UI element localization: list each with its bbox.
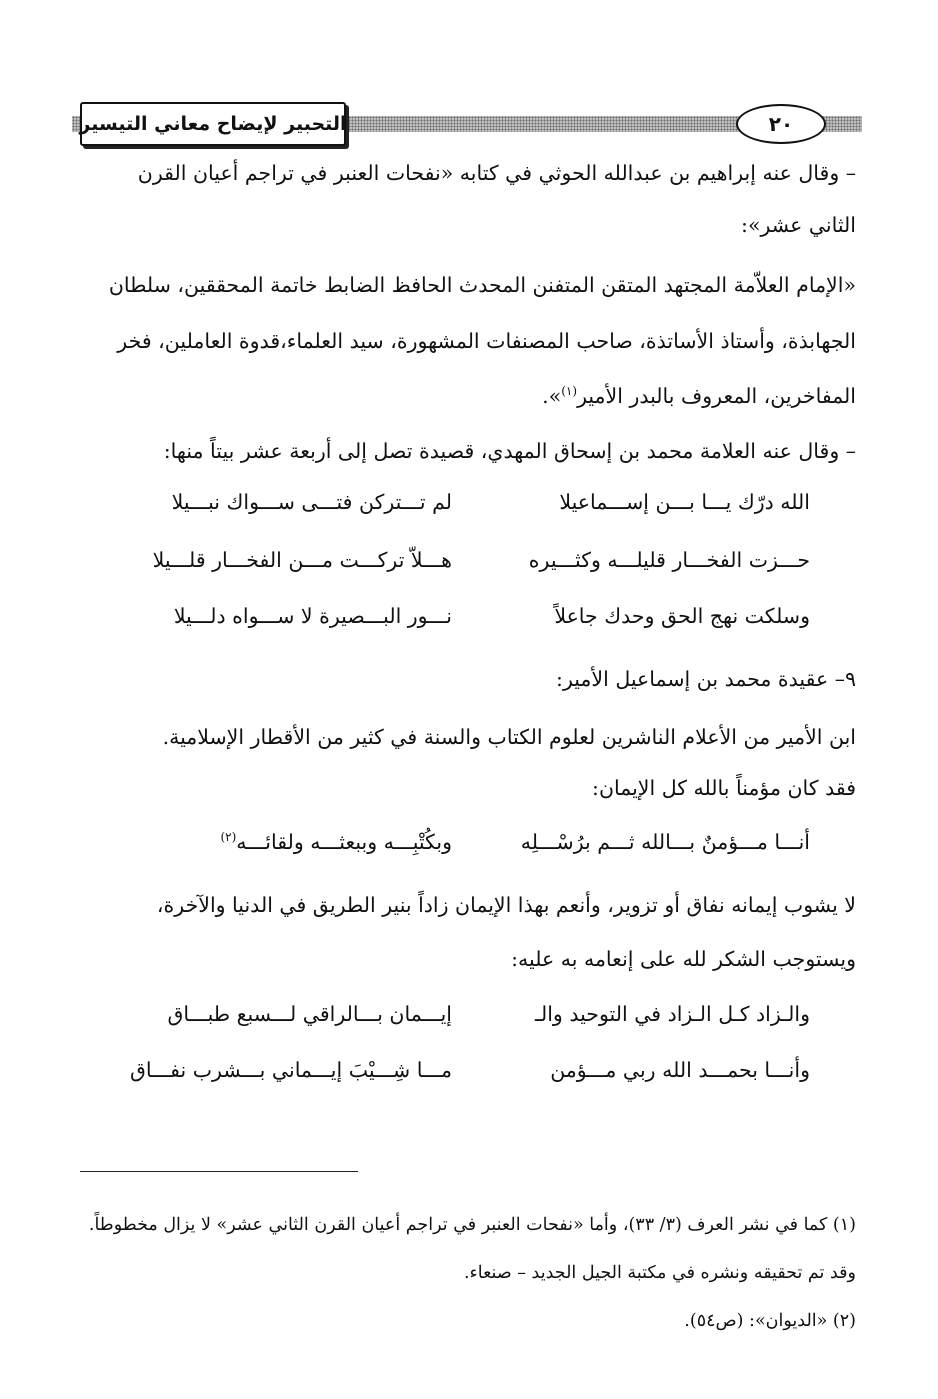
header-title-box xyxy=(80,102,346,146)
poem-verse xyxy=(110,490,810,522)
verse-second-hemistich: هـــلاّ تركـــت مـــن الفخـــار قلـــيلا xyxy=(152,548,452,572)
verse-first-hemistich: حـــزت الفخـــار قليلـــه وكثـــيره xyxy=(528,548,810,572)
quote-close: ». xyxy=(542,384,562,408)
paragraph-line: الثاني عشر»: xyxy=(741,213,856,237)
quote-line: الجهابذة، وأستاذ الأساتذة، صاحب المصنفات المشهورة، سيد العلماء،قدوة العاملين، فخر xyxy=(117,329,856,353)
footnote-1-continued: وقد تم تحقيقه ونشره في مكتبة الجيل الجديد – صنعاء. xyxy=(463,1263,856,1283)
paragraph-line: – وقال عنه العلامة محمد بن إسحاق المهدي، قصيدة تصل إلى أربعة عشر بيتاً منها: xyxy=(163,439,856,463)
footnote-1: (١) كما في نشر العرف (٣/ ٣٣)، وأما «نفحات العنبر في تراجم أعيان القرن الثاني عشر» لا يزال مخطوطاً. xyxy=(88,1215,856,1235)
verse-second-hemistich: نـــور البـــصيرة لا ســـواه دلـــيلا xyxy=(173,604,452,628)
quote-line: «الإمام العلاّمة المجتهد المتقن المتفنن المحدث الحافظ الضابط خاتمة المحققين، سلطان xyxy=(108,273,856,297)
footnote-ref: (١) xyxy=(561,384,578,399)
paragraph-line: ويستوجب الشكر لله على إنعامه به عليه: xyxy=(511,947,856,971)
page-number-oval xyxy=(736,104,826,144)
running-header xyxy=(72,100,862,146)
paragraph-line: ابن الأمير من الأعلام الناشرين لعلوم الكتاب والسنة في كثير من الأقطار الإسلامية. xyxy=(162,725,856,749)
verse-first-hemistich: وأنـــا بحمـــد الله ربي مـــؤمن xyxy=(550,1058,810,1082)
footnote-2: (٢) «الديوان»: (ص٥٤). xyxy=(684,1311,856,1331)
book-title: التحبير لإيضاح معاني التيسير xyxy=(79,113,347,135)
section-heading: ٩– عقيدة محمد بن إسماعيل الأمير: xyxy=(556,667,856,691)
verse-second-hemistich xyxy=(220,830,452,854)
verse-first-hemistich: وسلكت نهج الحق وحدك جاعلاً xyxy=(554,604,810,628)
footnote-separator xyxy=(80,1171,358,1172)
verse-first-hemistich: الله درّك يـــا بـــن إســـماعيلا xyxy=(559,490,810,514)
poem-verse xyxy=(110,1002,810,1034)
verse-second-hemistich: مـــا شِـــيْبَ إيـــماني بـــشرب نفـــاق xyxy=(130,1058,452,1082)
verse-second-hemistich: إيـــمان بـــالراقي لـــسبع طبـــاق xyxy=(167,1002,452,1026)
verse-second-hemistich: لم تـــتركن فتـــى ســـواك نبـــيلا xyxy=(171,490,452,514)
quote-text: المفاخرين، المعروف بالبدر الأمير xyxy=(577,384,856,408)
verse-first-hemistich: أنـــا مـــؤمنٌ بـــالله ثـــم برُسْـــلِه xyxy=(520,830,810,854)
poem-verse xyxy=(110,548,810,580)
poem-verse xyxy=(110,604,810,636)
paragraph-line: – وقال عنه إبراهيم بن عبدالله الحوثي في كتابه «نفحات العنبر في تراجم أعيان القرن xyxy=(137,161,856,185)
verse-text: وبكُتْبِـــه وببعثـــه ولقائـــه xyxy=(236,830,452,854)
poem-verse xyxy=(110,1058,810,1090)
poem-verse xyxy=(110,830,810,862)
paragraph-line: لا يشوب إيمانه نفاق أو تزوير، وأنعم بهذا الإيمان زاداً بنير الطريق في الدنيا والآخرة، xyxy=(156,893,856,917)
page-number: ٢٠ xyxy=(768,112,794,136)
quote-line xyxy=(80,381,856,411)
footnote-ref: (٢) xyxy=(220,830,237,845)
paragraph-line: فقد كان مؤمناً بالله كل الإيمان: xyxy=(592,776,856,800)
verse-first-hemistich: والـزاد كـل الـزاد في التوحيد والـ xyxy=(534,1002,810,1026)
